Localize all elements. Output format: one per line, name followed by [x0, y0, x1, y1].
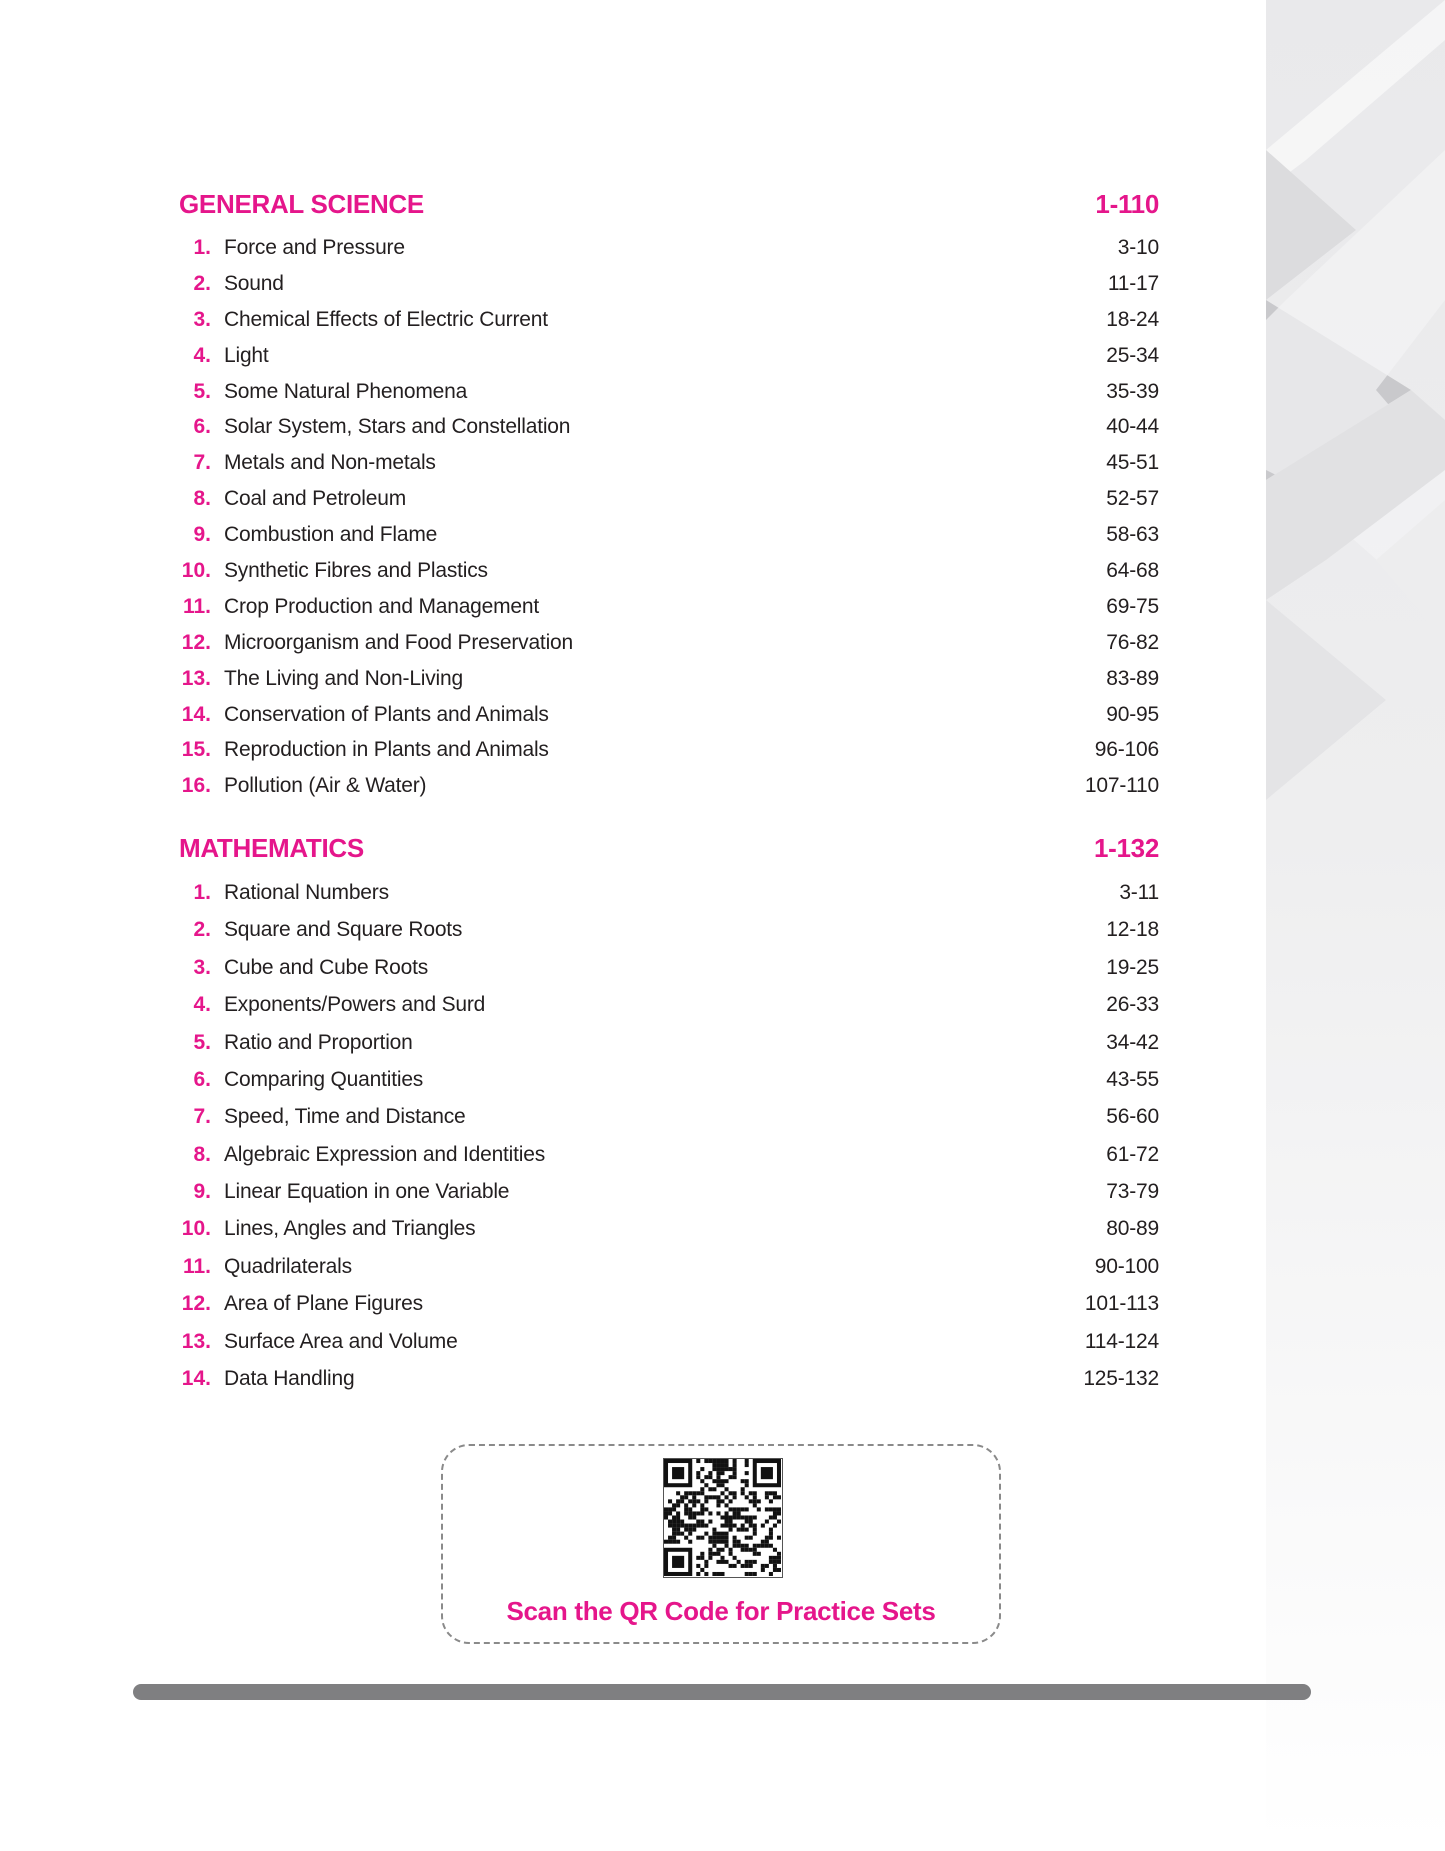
chapter-pages: 52-57: [1106, 487, 1159, 511]
chapter-row[interactable]: [179, 1173, 1159, 1210]
chapter-pages: 125-132: [1083, 1367, 1159, 1391]
chapter-pages: 76-82: [1106, 630, 1159, 654]
chapter-pages: 90-100: [1094, 1254, 1159, 1278]
chapter-title: Surface Area and Volume: [224, 1329, 458, 1353]
chapter-row[interactable]: [179, 1211, 1159, 1248]
chapter-pages: 101-113: [1084, 1292, 1159, 1316]
chapter-pages: 58-63: [1106, 523, 1159, 547]
chapter-pages: 3-10: [1117, 235, 1159, 259]
qr-code-graphic: [664, 1459, 781, 1576]
chapter-row[interactable]: [179, 1099, 1159, 1136]
chapter-number: 15.: [181, 738, 211, 762]
chapter-pages: 26-33: [1106, 993, 1159, 1017]
chapter-row[interactable]: [179, 445, 1159, 481]
chapter-pages: 73-79: [1106, 1180, 1159, 1204]
chapter-number: 6.: [193, 415, 211, 439]
chapter-row[interactable]: [179, 1360, 1159, 1397]
chapter-row[interactable]: [179, 266, 1159, 302]
chapter-pages: 90-95: [1106, 702, 1159, 726]
chapter-pages: 80-89: [1106, 1217, 1159, 1241]
chapter-title: The Living and Non-Living: [224, 666, 463, 690]
chapter-pages: 18-24: [1106, 307, 1159, 331]
section-title: MATHEMATICS: [179, 833, 364, 864]
chapter-number: 7.: [193, 1105, 211, 1129]
chapter-title: Light: [224, 343, 269, 367]
chapter-number: 10.: [181, 1217, 211, 1241]
chapter-number: 12.: [181, 630, 211, 654]
chapter-pages: 19-25: [1106, 955, 1159, 979]
chapter-pages: 45-51: [1106, 451, 1159, 475]
chapter-number: 4.: [193, 343, 211, 367]
chapter-row[interactable]: [179, 230, 1159, 266]
chapter-pages: 43-55: [1106, 1067, 1159, 1091]
chapter-title: Synthetic Fibres and Plastics: [224, 558, 488, 582]
section-heading: [179, 830, 1159, 874]
chapter-number: 3.: [193, 307, 211, 331]
chapter-number: 14.: [181, 702, 211, 726]
section-pages: 1-132: [1094, 833, 1159, 864]
chapter-title: Linear Equation in one Variable: [224, 1180, 510, 1204]
qr-code-panel: [441, 1444, 1001, 1644]
chapter-title: Crop Production and Management: [224, 594, 540, 618]
chapter-pages: 12-18: [1106, 918, 1159, 942]
side-decoration: [1266, 0, 1445, 1846]
chapter-number: 1.: [193, 235, 211, 259]
section-mathematics: [179, 830, 1159, 1397]
chapter-row[interactable]: [179, 374, 1159, 410]
chapter-title: Cube and Cube Roots: [224, 955, 429, 979]
chapter-number: 4.: [193, 993, 211, 1017]
chapter-pages: 34-42: [1106, 1030, 1159, 1054]
qr-code-icon[interactable]: [663, 1458, 783, 1578]
chapter-number: 9.: [193, 523, 211, 547]
chapter-pages: 11-17: [1107, 271, 1159, 295]
chapter-row[interactable]: [179, 1061, 1159, 1098]
chapter-pages: 35-39: [1106, 379, 1159, 403]
chapter-row[interactable]: [179, 1136, 1159, 1173]
chapter-pages: 114-124: [1084, 1329, 1159, 1353]
section-pages: 1-110: [1095, 189, 1159, 219]
chapter-title: Speed, Time and Distance: [224, 1105, 466, 1129]
chapter-row[interactable]: [179, 949, 1159, 986]
chapter-title: Exponents/Powers and Surd: [224, 993, 486, 1017]
chapter-title: Microorganism and Food Preservation: [224, 630, 573, 654]
chapter-title: Pollution (Air & Water): [224, 774, 427, 798]
chapter-pages: 25-34: [1106, 343, 1159, 367]
chapter-row[interactable]: [179, 409, 1159, 445]
chapter-pages: 83-89: [1106, 666, 1159, 690]
chapter-title: Metals and Non-metals: [224, 451, 436, 475]
chapter-title: Algebraic Expression and Identities: [224, 1142, 546, 1166]
chevron-pattern-decoration: [1266, 0, 1445, 1846]
chapter-list: [179, 230, 1159, 804]
chapter-title: Area of Plane Figures: [224, 1292, 423, 1316]
chapter-number: 16.: [181, 774, 211, 798]
chapter-title: Some Natural Phenomena: [224, 379, 468, 403]
chapter-number: 6.: [193, 1067, 211, 1091]
chapter-number: 9.: [193, 1180, 211, 1204]
chapter-title: Solar System, Stars and Constellation: [224, 415, 571, 439]
chapter-row[interactable]: [179, 697, 1159, 733]
chapter-pages: 56-60: [1106, 1105, 1159, 1129]
chapter-pages: 69-75: [1106, 594, 1159, 618]
table-of-contents: [179, 186, 1159, 1398]
chapter-title: Combustion and Flame: [224, 523, 438, 547]
chapter-number: 10.: [181, 558, 211, 582]
chapter-number: 14.: [181, 1367, 211, 1391]
chapter-title: Square and Square Roots: [224, 918, 463, 942]
chapter-pages: 107-110: [1084, 774, 1159, 798]
chapter-row[interactable]: [179, 1024, 1159, 1061]
chapter-row[interactable]: [179, 517, 1159, 553]
chapter-number: 12.: [181, 1292, 211, 1316]
chapter-title: Reproduction in Plants and Animals: [224, 738, 549, 762]
chapter-title: Force and Pressure: [224, 235, 405, 259]
chapter-number: 2.: [193, 271, 211, 295]
chapter-row[interactable]: [179, 912, 1159, 949]
chapter-row[interactable]: [179, 1248, 1159, 1285]
chapter-row[interactable]: [179, 986, 1159, 1023]
chapter-row[interactable]: [179, 553, 1159, 589]
chapter-list: [179, 874, 1159, 1397]
chapter-row[interactable]: [179, 1323, 1159, 1360]
chapter-title: Lines, Angles and Triangles: [224, 1217, 476, 1241]
chapter-number: 13.: [181, 666, 211, 690]
chapter-title: Rational Numbers: [224, 880, 389, 904]
chapter-title: Coal and Petroleum: [224, 487, 407, 511]
chapter-number: 13.: [181, 1329, 211, 1353]
section-general-science: [179, 186, 1159, 804]
chapter-number: 11.: [182, 1254, 211, 1278]
chapter-number: 8.: [193, 487, 211, 511]
chapter-title: Data Handling: [224, 1367, 355, 1391]
section-heading: [179, 186, 1159, 230]
chapter-title: Chemical Effects of Electric Current: [224, 307, 548, 331]
chapter-title: Sound: [224, 271, 284, 295]
chapter-row[interactable]: [179, 338, 1159, 374]
chapter-pages: 64-68: [1106, 558, 1159, 582]
chapter-number: 8.: [193, 1142, 211, 1166]
chapter-number: 5.: [193, 379, 211, 403]
chapter-number: 1.: [193, 880, 211, 904]
chapter-number: 7.: [193, 451, 211, 475]
chapter-row[interactable]: [179, 732, 1159, 768]
chapter-row[interactable]: [179, 481, 1159, 517]
qr-caption: Scan the QR Code for Practice Sets: [506, 1596, 936, 1626]
chapter-title: Comparing Quantities: [224, 1067, 424, 1091]
chapter-row[interactable]: [179, 589, 1159, 625]
chapter-number: 2.: [193, 918, 211, 942]
chapter-row[interactable]: [179, 302, 1159, 338]
chapter-row[interactable]: [179, 625, 1159, 661]
chapter-number: 5.: [193, 1030, 211, 1054]
chapter-row[interactable]: [179, 768, 1159, 804]
chapter-title: Conservation of Plants and Animals: [224, 702, 549, 726]
chapter-number: 11.: [182, 594, 211, 618]
chapter-number: 3.: [193, 955, 211, 979]
chapter-title: Ratio and Proportion: [224, 1030, 413, 1054]
footer-bar: [133, 1684, 1311, 1700]
chapter-row[interactable]: [179, 661, 1159, 697]
chapter-title: Quadrilaterals: [224, 1254, 352, 1278]
chapter-pages: 3-11: [1119, 880, 1159, 904]
chapter-pages: 96-106: [1094, 738, 1159, 762]
chapter-row[interactable]: [179, 1286, 1159, 1323]
section-title: GENERAL SCIENCE: [179, 189, 424, 219]
chapter-row[interactable]: [179, 874, 1159, 911]
chapter-pages: 61-72: [1106, 1142, 1159, 1166]
chapter-pages: 40-44: [1106, 415, 1159, 439]
